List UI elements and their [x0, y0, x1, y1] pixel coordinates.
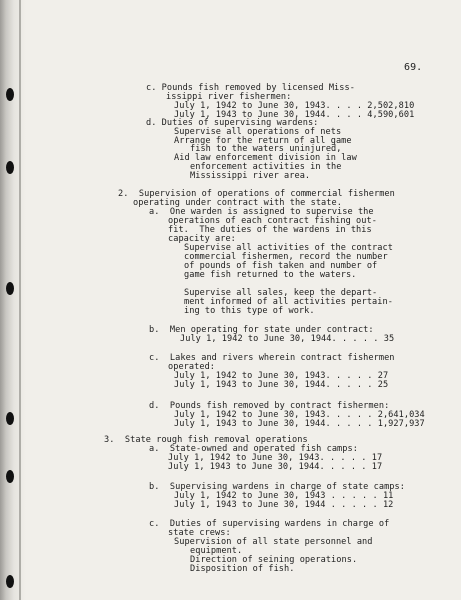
text-line: b. Supervising wardens in charge of state camps:	[149, 482, 405, 492]
text-line: July 1, 1942 to June 30, 1943 . . . . . 11	[174, 491, 394, 501]
text-line: of pounds of fish taken and number of	[184, 261, 378, 271]
text-line: Supervise all activities of the contract	[184, 243, 393, 253]
text-line: state crews:	[168, 528, 231, 538]
text-line: enforcement activities in the	[190, 162, 342, 172]
text-line: a. One warden is assigned to supervise the	[149, 207, 374, 217]
text-line: fit. The duties of the wardens in this	[168, 225, 372, 235]
text-line: 2. Supervision of operations of commercial fishermen	[118, 189, 395, 199]
text-line: Arrange for the return of all game	[174, 136, 352, 146]
text-line: fish to the waters uninjured,	[190, 144, 342, 154]
text-line: July 1, 1943 to June 30, 1944 . . . . . 12	[174, 500, 394, 510]
text-line: ing to this type of work.	[184, 306, 315, 316]
text-line: Mississippi river area.	[190, 171, 311, 181]
text-line: July 1, 1942 to June 30, 1943. . . . . 2,641,034	[174, 410, 425, 420]
text-line: Supervision of all state personnel and	[174, 537, 373, 547]
text-line: commercial fishermen, record the number	[184, 252, 388, 262]
text-line: a. State-owned and operated fish camps:	[149, 444, 358, 454]
page-number: 69.	[404, 62, 423, 73]
text-line: operations of each contract fishing out-	[168, 216, 377, 226]
text-line: equipment.	[190, 546, 243, 556]
text-line: capacity are:	[168, 234, 236, 244]
text-line: ment informed of all activities pertain-	[184, 297, 393, 307]
text-line: July 1, 1943 to June 30, 1944. . . . 4,590,601	[174, 110, 415, 120]
text-line: July 1, 1943 to June 30, 1944. . . . . 25	[174, 380, 389, 390]
text-line: b. Men operating for state under contract:	[149, 325, 374, 335]
text-line: July 1, 1943 to June 30, 1944. . . . . 17	[168, 462, 383, 472]
text-line: game fish returned to the waters.	[184, 270, 357, 280]
text-line: c. Pounds fish removed by licensed Miss-	[146, 83, 355, 93]
text-line: Direction of seining operations.	[190, 555, 358, 565]
text-line: c. Duties of supervising wardens in charge of	[149, 519, 390, 529]
text-line: July 1, 1942 to June 30, 1943. . . . . 17	[168, 453, 383, 463]
text-line: Aid law enforcement division in law	[174, 153, 357, 163]
text-line: July 1, 1942 to June 30, 1944. . . . . 35	[180, 334, 395, 344]
text-line: Supervise all operations of nets	[174, 127, 342, 137]
text-line: 3. State rough fish removal operations	[104, 435, 308, 445]
text-line: July 1, 1942 to June 30, 1943. . . . 2,502,810	[174, 101, 415, 111]
text-line: Supervise all sales, keep the depart-	[184, 288, 378, 298]
text-line: d. Pounds fish removed by contract fishermen:	[149, 401, 390, 411]
text-line: c. Lakes and rivers wherein contract fishermen	[149, 353, 395, 363]
text-line: operating under contract with the state.	[133, 198, 342, 208]
text-line: issippi river fishermen:	[166, 92, 292, 102]
text-line: July 1, 1943 to June 30, 1944. . . . . 1,927,937	[174, 419, 425, 429]
text-line: d. Duties of supervising wardens:	[146, 118, 319, 128]
text-line: July 1, 1942 to June 30, 1943. . . . . 27	[174, 371, 389, 381]
text-line: Disposition of fish.	[190, 564, 295, 574]
text-line: operated:	[168, 362, 216, 372]
